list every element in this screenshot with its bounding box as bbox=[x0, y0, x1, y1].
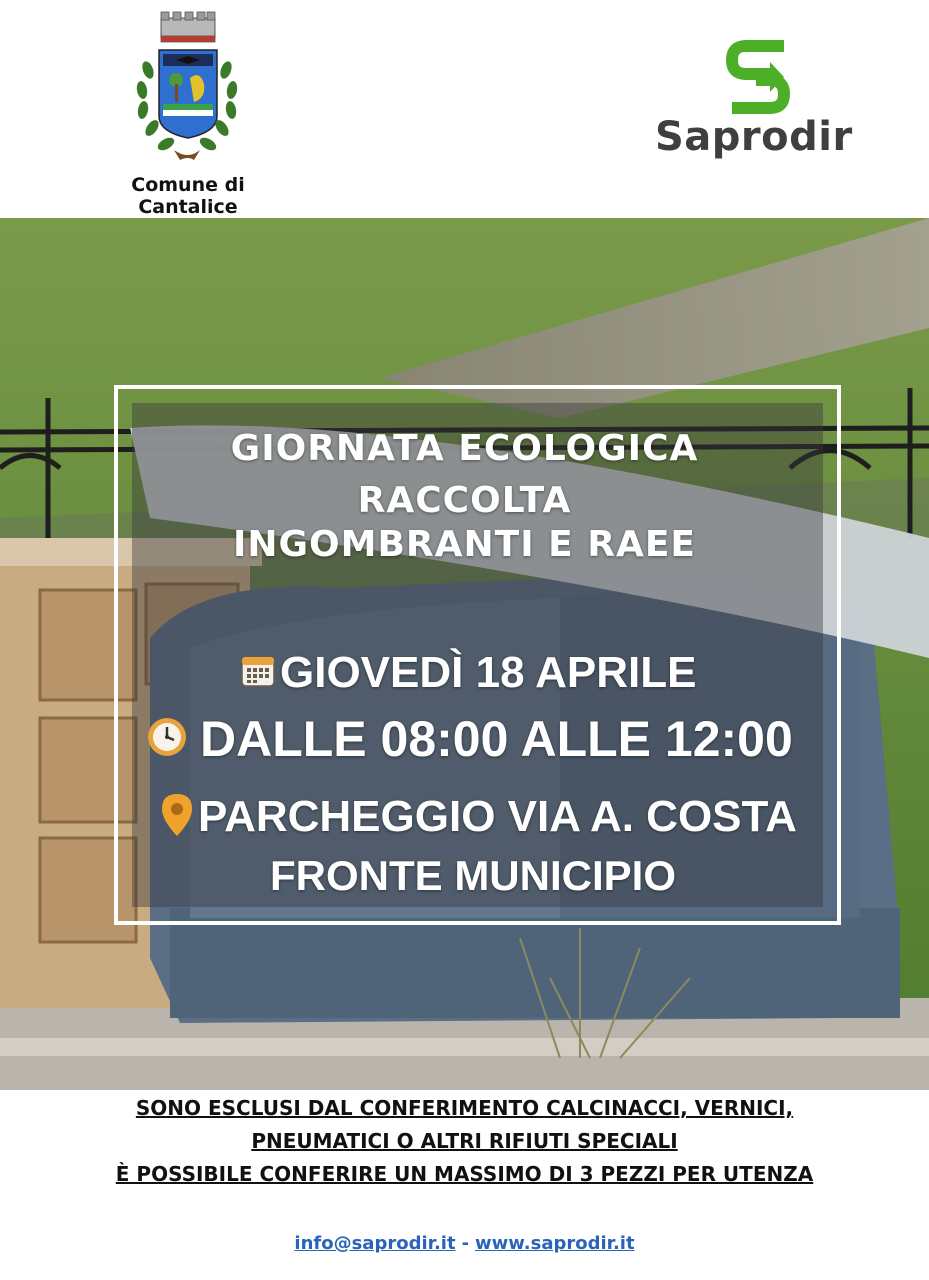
calendar-icon bbox=[240, 652, 276, 688]
event-place-line-2: FRONTE MUNICIPIO bbox=[270, 852, 676, 899]
footer-separator: - bbox=[461, 1233, 470, 1254]
location-pin-icon bbox=[160, 792, 194, 838]
clock-icon bbox=[146, 716, 188, 758]
event-date: GIOVEDÌ 18 APRILE bbox=[280, 648, 697, 697]
event-title-line-3: INGOMBRANTI E RAEE bbox=[232, 524, 697, 565]
event-place-line-1: PARCHEGGIO VIA A. COSTA bbox=[198, 792, 797, 841]
exclusion-note-line-1: SONO ESCLUSI DAL CONFERIMENTO CALCINACCI, VERNICI, bbox=[135, 1096, 794, 1120]
contact-footer bbox=[0, 1233, 929, 1254]
municipal-crest-logo bbox=[128, 10, 246, 170]
saprodir-logo-icon bbox=[726, 40, 790, 114]
limit-note: È POSSIBILE CONFERIRE UN MASSIMO DI 3 PEZZI PER UTENZA bbox=[115, 1162, 814, 1186]
event-title-line-2: RACCOLTA bbox=[357, 480, 572, 521]
exclusion-note-line-2: PNEUMATICI O ALTRI RIFIUTI SPECIALI bbox=[251, 1129, 678, 1153]
event-title-line-1: GIORNATA ECOLOGICA bbox=[230, 428, 699, 469]
event-time: DALLE 08:00 ALLE 12:00 bbox=[200, 711, 793, 767]
website-link[interactable]: www.saprodir.it bbox=[475, 1233, 635, 1254]
company-name: Saprodir bbox=[655, 114, 853, 160]
email-link[interactable]: info@saprodir.it bbox=[294, 1233, 456, 1254]
municipality-name: Comune di Cantalice bbox=[131, 174, 245, 218]
